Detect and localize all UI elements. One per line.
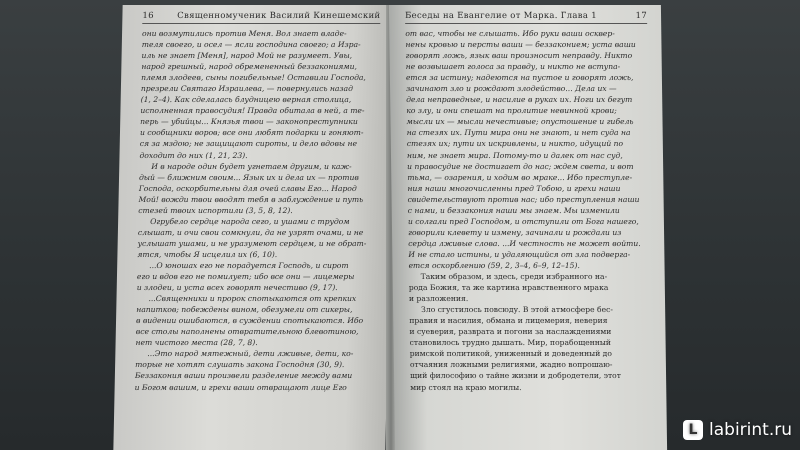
text-line: отчаяния ложными религиями, жадно вопрошаю- — [409, 360, 613, 370]
text-line: ния наши многочисленны пред Тобою, и грехи наши — [407, 183, 621, 193]
text-line: и суеверия, разврата и погони за наслаждениями — [409, 327, 612, 337]
text-line: и злодеи, и уста всех говорят нечестиво (9, 17). — [136, 283, 338, 293]
left-running-head — [142, 11, 380, 24]
text-line: щий философию о тайне жизни и добродетели, этот — [410, 371, 621, 381]
text-line: римской политикой, униженный и доведенный до — [409, 349, 612, 359]
text-line: ется за истину; надеются на пустое и говорят ложь, — [405, 73, 634, 83]
text-line: исполненная правосудия! Правда обитала в ней, а те- — [140, 106, 365, 116]
text-line: правия и насилия, обмана и лицемерия, неверия — [409, 316, 608, 326]
text-line: и Богом вашим, и грехи ваши отвращают лице Его — [134, 382, 347, 392]
text-line: мир стоял на краю могилы. — [410, 382, 522, 392]
text-line: ...Это народ мятежный, дети лживые, дети, ко- — [147, 349, 354, 359]
watermark — [683, 420, 792, 440]
right-running-head — [405, 11, 647, 24]
text-line: Таким образом, и здесь, среди избранного на- — [420, 272, 608, 282]
text-line: племя злодеев, сыны погибельные! Оставили Господа, — [141, 73, 366, 83]
text-line: Господа, оскорбительны для очей славы Его... Народ — [138, 183, 357, 193]
text-line: стезях их; пути их искривлены, и никто, идущий по — [406, 139, 624, 149]
text-line: народ грешный, народ обремененный беззакониями, — [141, 62, 358, 72]
text-line: мысли их — мысли нечестивые; опустошение и гибель — [406, 117, 634, 127]
left-page-number: 16 — [142, 11, 154, 21]
right-running-title: Беседы на Евангелие от Марка. Глава 1 — [404, 11, 598, 21]
text-line: от вас, чтобы не слышать. Ибо руки ваши осквер- — [405, 29, 615, 38]
text-line: с нами, и беззакония наши мы знаем. Мы изменили — [407, 205, 620, 215]
text-line: Беззакония ваши произвели разделение между вами — [134, 371, 353, 381]
text-line: говорили клевету и измену, зачинали и рождали из — [408, 227, 622, 237]
text-line: его и вдов его не помилует; ибо все они — лицемеры — [136, 272, 355, 282]
text-line: Мой! вожди твои вводят тебя в заблуждение и путь — [138, 194, 364, 204]
text-line: и разложения. — [408, 294, 469, 304]
right-page-text — [405, 28, 652, 393]
text-line: Зло сгустилось повсюду. В этой атмосфере бес- — [421, 305, 613, 315]
text-line: Огрубело сердце народа сего, и ушами с трудом — [150, 216, 350, 226]
labirint-logo-icon: L — [683, 420, 703, 440]
text-line: они возмутились против Меня. Вол знает владе- — [141, 29, 347, 38]
text-line: на стезях их. Пути мира они не знают, и нет суда на — [406, 128, 631, 138]
text-line: ятся, чтобы Я исцелил их (6, 10). — [137, 249, 278, 259]
text-line: ется оскорблению (59, 2, 3–4, 6–9, 12–15). — [408, 260, 580, 270]
right-page-number: 17 — [635, 11, 648, 21]
text-line: теля своего, и осел — ясли господина своего; а Изра- — [141, 40, 361, 50]
text-line: тьма, — озарения, и ходим во мраке... Ибо преступле- — [407, 172, 633, 182]
text-line: рода Божия, та же картина нравственного мрака — [408, 283, 609, 293]
text-line: ся за мздою; не защищают сироты, и дело вдовы не — [139, 139, 358, 149]
right-page — [389, 5, 667, 450]
text-line: нет чистого места (28, 7, 8). — [135, 338, 258, 348]
text-line: И в народе один будет угнетаем другим, и каж- — [151, 161, 352, 171]
text-line: ним, не знает мира. Потому-то и далек от нас суд, — [406, 150, 623, 160]
text-line: И не стало истины, и удаляющийся от зла подверга- — [408, 249, 631, 259]
text-line: ко злу, и они спешат на пролитие невинной крови; — [406, 106, 617, 116]
text-line: и солгали пред Господом, и отступили от Бога нашего, — [407, 216, 639, 226]
left-page — [113, 5, 394, 450]
text-line: становилось трудно дышать. Мир, порабощенный — [409, 338, 612, 348]
text-line: сердца лживые слова. ...И честность не может войти. — [408, 238, 641, 248]
left-page-text — [135, 28, 381, 393]
text-line: нены кровью и персты ваши — беззаконием; уста ваши — [405, 40, 636, 50]
text-line: говорят ложь, язык ваш произносит неправду. Никто — [405, 51, 633, 61]
text-line: дый — ближним своим... Язык их и дела их — против — [138, 172, 359, 182]
text-line: услышат ушами, и не уразумеют сердцем, и не обрат- — [137, 238, 367, 248]
text-line: ...О юношах его не порадуется Господь, и сирот — [149, 260, 349, 270]
text-line: зачинают зло и рождают злодейство... Дела их — — [405, 84, 617, 94]
text-line: иль не знает [Меня], народ Мой не разумеет. Увы, — [141, 51, 353, 61]
text-line: и сообщники воров; все они любят подарки и гоняют- — [139, 128, 364, 138]
text-line: доходит до них (1, 21, 23). — [139, 150, 248, 160]
text-line: торые не хотят слушать закона Господня (30, 9). — [135, 360, 345, 370]
watermark-text: labirint.ru — [709, 420, 792, 440]
text-line: стезей твоих испортили (3, 5, 8, 12). — [138, 205, 293, 215]
text-line: презрели Святаго Израилева, — повернулись назад — [140, 84, 354, 94]
text-line: в видении ошибаются, в суждении спотыкаются. Ибо — [135, 316, 364, 326]
text-line: свидетельствуют против нас; ибо преступления наши — [407, 194, 640, 204]
text-line: ...Священники и пророк спотыкаются от крепких — [148, 294, 357, 304]
text-line: перь — убийцы... Князья твои — законопреступники — [140, 117, 358, 127]
text-line: и правосудие не достигает до нас; ждем света, и вот — [407, 161, 634, 171]
text-line: (1, 2–4). Как сделалась блудницею верная столица, — [140, 95, 352, 105]
text-line: все столы наполнены отвратительною блевотиною, — [135, 327, 359, 337]
text-line: слышат, и очи свои сомкнули, да не узрят очами, и не — [137, 227, 364, 237]
text-line: дела неправедные, и насилие в руках их. Ноги их бегут — [406, 95, 633, 105]
text-line: не возвышает голоса за правду, и никто не вступа- — [405, 62, 621, 72]
left-running-title: Священномученик Василий Кинешемский — [177, 11, 381, 21]
text-line: напитков; побеждены вином, обезумели от сикеры, — [136, 305, 353, 315]
